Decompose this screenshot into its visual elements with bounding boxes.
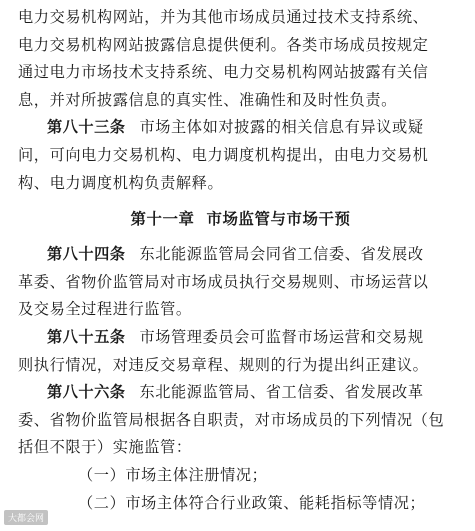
- article-86: [18, 379, 463, 462]
- list-item: （二）市场主体符合行业政策、能耗指标等情况；: [78, 493, 426, 512]
- article-83: [18, 114, 463, 197]
- text-line: 通过电力市场技术支持系统、电力交易机构网站披露有关信: [18, 63, 429, 82]
- chapter-heading: [18, 207, 463, 229]
- text-line: 及交易全过程进行监管。: [18, 300, 192, 319]
- text-line: [18, 114, 463, 142]
- paragraph-continuation: [18, 4, 463, 114]
- article-number: 第八十六条: [47, 383, 126, 402]
- article-84: [18, 241, 463, 324]
- text-line: 电力交易机构网站，并为其他市场成员通过技术支持系统、: [18, 8, 429, 26]
- article-85: [18, 324, 463, 379]
- article-text: 市场主体如对披露的相关信息有异议或疑: [139, 118, 424, 137]
- article-number: 第八十五条: [47, 327, 126, 346]
- chapter-number: 第十一章: [130, 210, 195, 229]
- text-line: 息，并对所披露信息的真实性、准确性和及时性负责。: [18, 90, 397, 109]
- article-text: 东北能源监管局会同省工信委、省发展改: [139, 245, 424, 264]
- article-number: 第八十四条: [47, 245, 126, 264]
- text-line: 电力交易机构网站披露信息提供便利。各类市场成员按规定: [18, 35, 429, 54]
- watermark-logo: 大都会网: [4, 510, 48, 525]
- list-item: （一）市场主体注册情况；: [78, 465, 268, 484]
- article-text: 市场管理委员会可监督市场运营和交易规: [139, 327, 424, 346]
- article-number: 第八十三条: [47, 118, 126, 137]
- text-line: 则执行情况，对违反交易章程、规则的行为提出纠正建议。: [18, 355, 429, 374]
- text-line: [18, 324, 463, 352]
- text-line: 委、省物价监管局根据各自职责，对市场成员的下列情况（包: [18, 410, 445, 429]
- article-text: 东北能源监管局、省工信委、省发展改革: [139, 383, 424, 402]
- chapter-title: 市场监管与市场干预: [206, 210, 351, 229]
- text-line: 括但不限于）实施监管：: [18, 438, 192, 457]
- text-line: 革委、省物价监管局对市场成员执行交易规则、市场运营以: [18, 272, 429, 291]
- text-line: [18, 379, 463, 407]
- text-line: 构、电力调度机构负责解释。: [18, 173, 224, 192]
- text-line: [18, 241, 463, 269]
- text-line: 问，可向电力交易机构、电力调度机构提出，由电力交易机: [18, 145, 429, 164]
